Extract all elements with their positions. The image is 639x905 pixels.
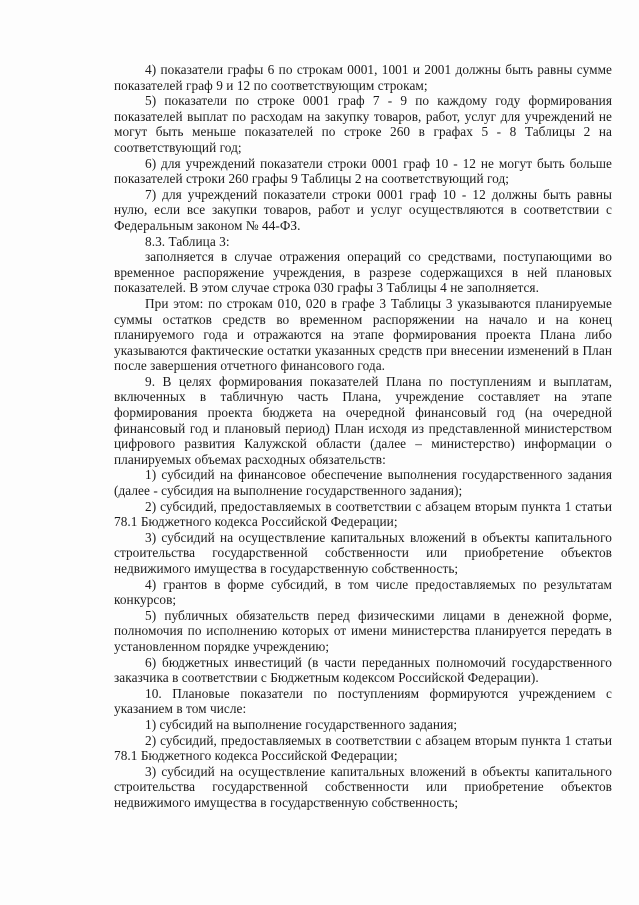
paragraph-table3-rows: При этом: по строкам 010, 020 в графе 3 Таблицы 3 указываются планируемые суммы остатков средств во временном распоряжении на начало и на конец планируемого года и отражаются на этапе формирования проекта Плана либо указываются фактические остатки указанных средств при внесении изменений в План после завершения отчетного финансового года.: [114, 295, 612, 374]
list-item-10-2: 2) субсидий, предоставляемых в соответствии с абзацем вторым пункта 1 статьи 78.1 Бюджетного кодекса Российской Федерации;: [114, 732, 612, 764]
list-item-9-6: 6) бюджетных инвестиций (в части переданных полномочий государственного заказчика в соответствии с Бюджетным кодексом Российской Федерации).: [114, 654, 612, 686]
list-item-9-5: 5) публичных обязательств перед физическими лицами в денежной форме, полномочия по исполнению которых от имени министерства планируется передать в установленном порядке учреждению;: [114, 607, 612, 654]
list-item-9-3: 3) субсидий на осуществление капитальных вложений в объекты капитального строительства государственной собственности или приобретение объектов недвижимого имущества в государственную собственность;: [114, 529, 612, 576]
paragraph-item-7: 7) для учреждений показатели строки 0001 граф 10 - 12 должны быть равны нулю, если все закупки товаров, работ и услуг осуществляются в соответствии с Федеральным законом № 44-ФЗ.: [114, 186, 612, 233]
paragraph-table3-fill: заполняется в случае отражения операций со средствами, поступающими во временное распоряжение учреждения, в разрезе содержащихся в ней плановых показателей. В этом случае строка 030 графы 3 Таблицы 4 не заполняется.: [114, 249, 612, 296]
paragraph-item-4: 4) показатели графы 6 по строкам 0001, 1001 и 2001 должны быть равны сумме показателей граф 9 и 12 по соответствующим строкам;: [114, 62, 612, 93]
list-item-9-2: 2) субсидий, предоставляемых в соответствии с абзацем вторым пункта 1 статьи 78.1 Бюджетного кодекса Российской Федерации;: [114, 498, 612, 530]
section-heading-8-3: 8.3. Таблица 3:: [145, 233, 230, 249]
paragraph-section-9: 9. В целях формирования показателей Плана по поступлениям и выплатам, включенных в табличную часть Плана, учреждение составляет на этапе формирования проекта бюджета на очередной финансовый год (на очередной финансовый год и плановый период) План исходя из представленной министерством цифрового развития Калужской области (далее – министерство) информации о планируемых объемах расходных обязательств:: [114, 373, 612, 467]
paragraph-section-10: 10. Плановые показатели по поступлениям формируются учреждением с указанием в том числе:: [114, 685, 612, 717]
paragraph-item-6: 6) для учреждений показатели строки 0001 граф 10 - 12 не могут быть больше показателей строки 260 графы 9 Таблицы 2 на соответствующий год;: [114, 155, 612, 187]
paragraph-item-5: 5) показатели по строке 0001 граф 7 - 9 по каждому году формирования показателей выплат по расходам на закупку товаров, работ, услуг для учреждений не могут быть меньше показателей по строке 260 в графах 5 - 8 Таблицы 2 на соответствующий год;: [114, 93, 612, 155]
list-item-10-3: 3) субсидий на осуществление капитальных вложений в объекты капитального строительства государственной собственности или приобретение объектов недвижимого имущества в государственную собственность;: [114, 763, 612, 810]
list-item-9-1: 1) субсидий на финансовое обеспечение выполнения государственного задания (далее - субсидия на выполнение государственного задания);: [114, 467, 612, 499]
list-item-9-4: 4) грантов в форме субсидий, в том числе предоставляемых по результатам конкурсов;: [114, 576, 612, 608]
document-body: [114, 62, 612, 811]
list-item-10-1: 1) субсидий на выполнение государственного задания;: [145, 716, 458, 732]
